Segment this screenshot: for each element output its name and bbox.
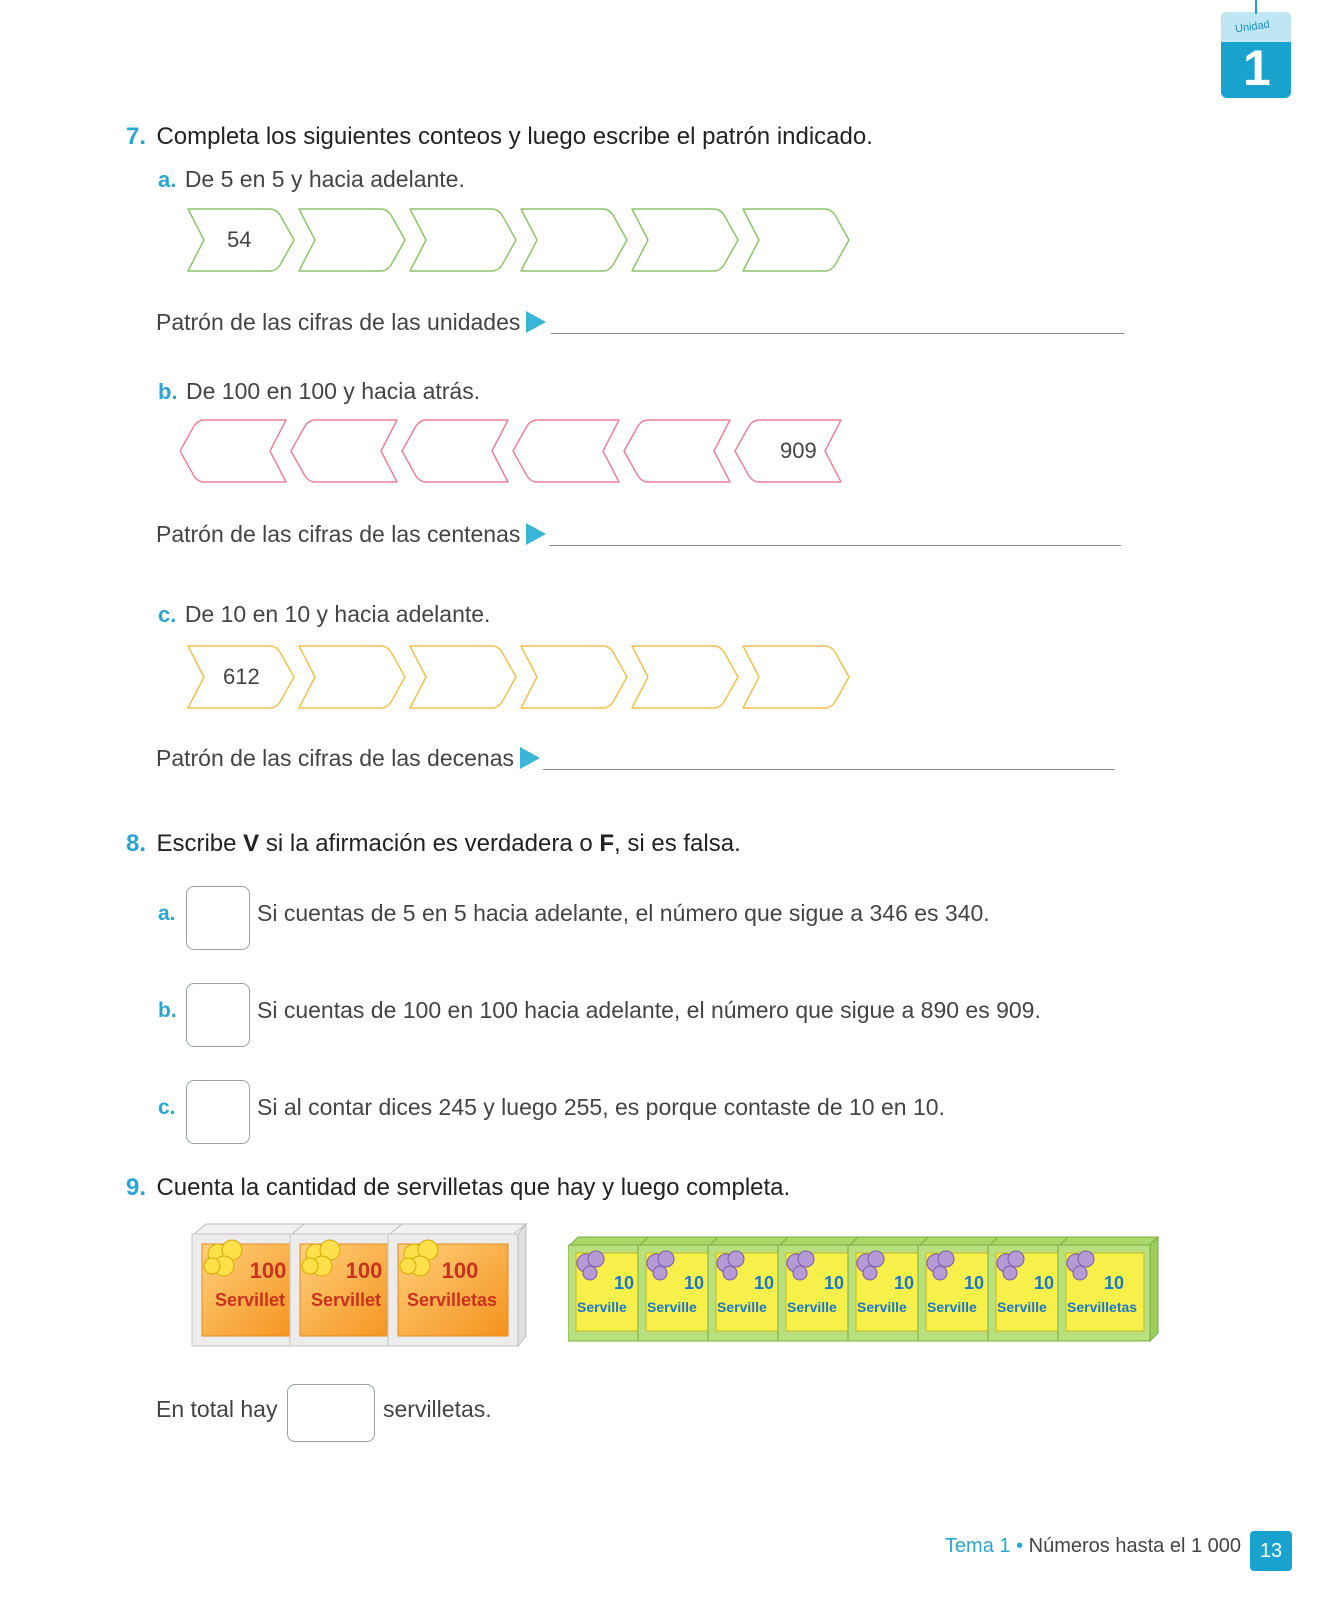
chevron-start-value: 612 xyxy=(223,664,260,689)
footer-title xyxy=(945,1535,1241,1558)
chevron-cell[interactable] xyxy=(632,646,738,708)
pattern-label-text: Patrón de las cifras de las centenas xyxy=(156,521,521,547)
chevron-cell[interactable] xyxy=(180,420,286,482)
sub-letter: b. xyxy=(158,379,178,404)
q7b-pattern-label xyxy=(156,521,546,548)
q7c-heading xyxy=(158,601,490,628)
box-label: Serville xyxy=(787,1299,837,1315)
text-segment: Escribe xyxy=(156,830,244,857)
text-segment: si la afirmación es verdadera o xyxy=(259,830,600,857)
chevron-cell[interactable] xyxy=(410,646,516,708)
box-label: Servillet xyxy=(310,1290,382,1310)
footer-topic-title: Números hasta el 1 000 xyxy=(1028,1535,1241,1557)
question-number: 7. xyxy=(126,123,147,150)
chevron-cell[interactable] xyxy=(632,209,738,271)
box-number: 10 xyxy=(823,1273,845,1293)
sub-letter: a. xyxy=(158,167,177,192)
question-9-heading xyxy=(126,1174,790,1202)
question-text xyxy=(156,830,740,857)
sub-letter: c. xyxy=(158,602,177,627)
pattern-label-text: Patrón de las cifras de las unidades xyxy=(156,309,521,335)
box-label: Serville xyxy=(997,1299,1047,1315)
statement-text: Si cuentas de 100 en 100 hacia adelante, el número que sigue a 890 es 909. xyxy=(257,997,1041,1023)
chevron-start-value: 54 xyxy=(227,227,252,252)
unit-number: 1 xyxy=(1243,40,1271,96)
chevron-cell[interactable] xyxy=(521,646,627,708)
chevron-cell[interactable] xyxy=(513,420,619,482)
statement-text: Si cuentas de 5 en 5 hacia adelante, el número que sigue a 346 es 340. xyxy=(257,900,990,926)
chevron-cell[interactable] xyxy=(291,420,397,482)
q7c-pattern-label xyxy=(156,745,540,772)
box-label: Serville xyxy=(647,1299,697,1315)
chevron-cell[interactable] xyxy=(743,646,849,708)
box-label: Serville xyxy=(857,1299,907,1315)
sub-text: De 5 en 5 y hacia adelante. xyxy=(184,166,465,192)
statement-text: Si al contar dices 245 y luego 255, es porque contaste de 10 en 10. xyxy=(257,1094,945,1120)
sub-text: De 10 en 10 y hacia adelante. xyxy=(184,601,491,627)
napkin-box-10 xyxy=(1058,1237,1158,1341)
question-number: 9. xyxy=(126,1174,147,1201)
item-letter: b. xyxy=(158,999,177,1022)
napkin-box-100 xyxy=(388,1224,526,1346)
chevron-cell[interactable] xyxy=(743,209,849,271)
q7c-chevron-row xyxy=(180,640,880,718)
item-letter: c. xyxy=(158,1096,176,1119)
chevron-cell[interactable] xyxy=(402,420,508,482)
play-arrow-icon xyxy=(526,523,546,545)
q7a-chevron-row xyxy=(180,203,880,281)
q7a-heading xyxy=(158,166,465,193)
question-number: 8. xyxy=(126,830,147,857)
box-number: 100 xyxy=(249,1258,287,1283)
question-text: Completa los siguientes conteos y luego escribe el patrón indicado. xyxy=(156,123,873,150)
total-suffix: servilletas. xyxy=(383,1396,492,1422)
true-letter: V xyxy=(243,830,260,857)
q7a-answer-line[interactable] xyxy=(551,333,1124,334)
question-7-heading xyxy=(126,123,873,151)
text-segment: , si es falsa. xyxy=(614,830,741,857)
box-label: Serville xyxy=(577,1299,627,1315)
box-label: Serville xyxy=(717,1299,767,1315)
false-letter: F xyxy=(599,830,615,857)
chevron-end-value: 909 xyxy=(780,438,817,463)
footer-topic: Tema 1 xyxy=(944,1535,1011,1557)
napkin-boxes-10 xyxy=(568,1235,1178,1347)
chevron-cell[interactable] xyxy=(410,209,516,271)
pattern-label-text: Patrón de las cifras de las decenas xyxy=(156,745,514,771)
chevron-cell[interactable] xyxy=(624,420,730,482)
item-letter: a. xyxy=(158,902,176,925)
box-label: Serville xyxy=(927,1299,977,1315)
napkin-boxes-100 xyxy=(188,1220,533,1360)
page-number: 13 xyxy=(1250,1531,1292,1571)
box-label: Servilletas xyxy=(406,1290,498,1310)
unit-tab-string xyxy=(1255,0,1257,14)
chevron-cell[interactable] xyxy=(299,209,405,271)
box-number: 10 xyxy=(1103,1273,1125,1293)
unit-label: Unidad xyxy=(1234,18,1271,36)
total-answer-box[interactable] xyxy=(287,1384,375,1442)
box-number: 10 xyxy=(893,1273,915,1293)
true-false-box[interactable] xyxy=(186,886,250,950)
sub-text: De 100 en 100 y hacia atrás. xyxy=(186,378,481,404)
unit-tab xyxy=(1221,12,1291,98)
chevron-cell[interactable] xyxy=(299,646,405,708)
box-label: Servillet xyxy=(214,1290,286,1310)
footer-bullet: • xyxy=(1016,1535,1024,1557)
box-number: 10 xyxy=(613,1273,635,1293)
question-8-heading xyxy=(126,830,741,858)
q7b-answer-line[interactable] xyxy=(549,545,1121,546)
q7c-answer-line[interactable] xyxy=(543,769,1115,770)
chevron-cell[interactable] xyxy=(521,209,627,271)
box-number: 10 xyxy=(963,1273,985,1293)
box-number: 10 xyxy=(683,1273,705,1293)
q7a-pattern-label xyxy=(156,309,546,336)
box-number: 10 xyxy=(753,1273,775,1293)
box-number: 10 xyxy=(1033,1273,1055,1293)
q7b-heading xyxy=(158,378,480,405)
true-false-box[interactable] xyxy=(186,983,250,1047)
play-arrow-icon xyxy=(526,311,546,333)
total-prefix: En total hay xyxy=(156,1396,278,1422)
play-arrow-icon xyxy=(520,747,540,769)
true-false-box[interactable] xyxy=(186,1080,250,1144)
box-label: Servilletas xyxy=(1067,1299,1138,1315)
box-number: 100 xyxy=(345,1258,383,1283)
box-number: 100 xyxy=(441,1258,479,1283)
q7b-chevron-row xyxy=(180,414,880,492)
question-text: Cuenta la cantidad de servilletas que hay y luego completa. xyxy=(156,1174,791,1201)
